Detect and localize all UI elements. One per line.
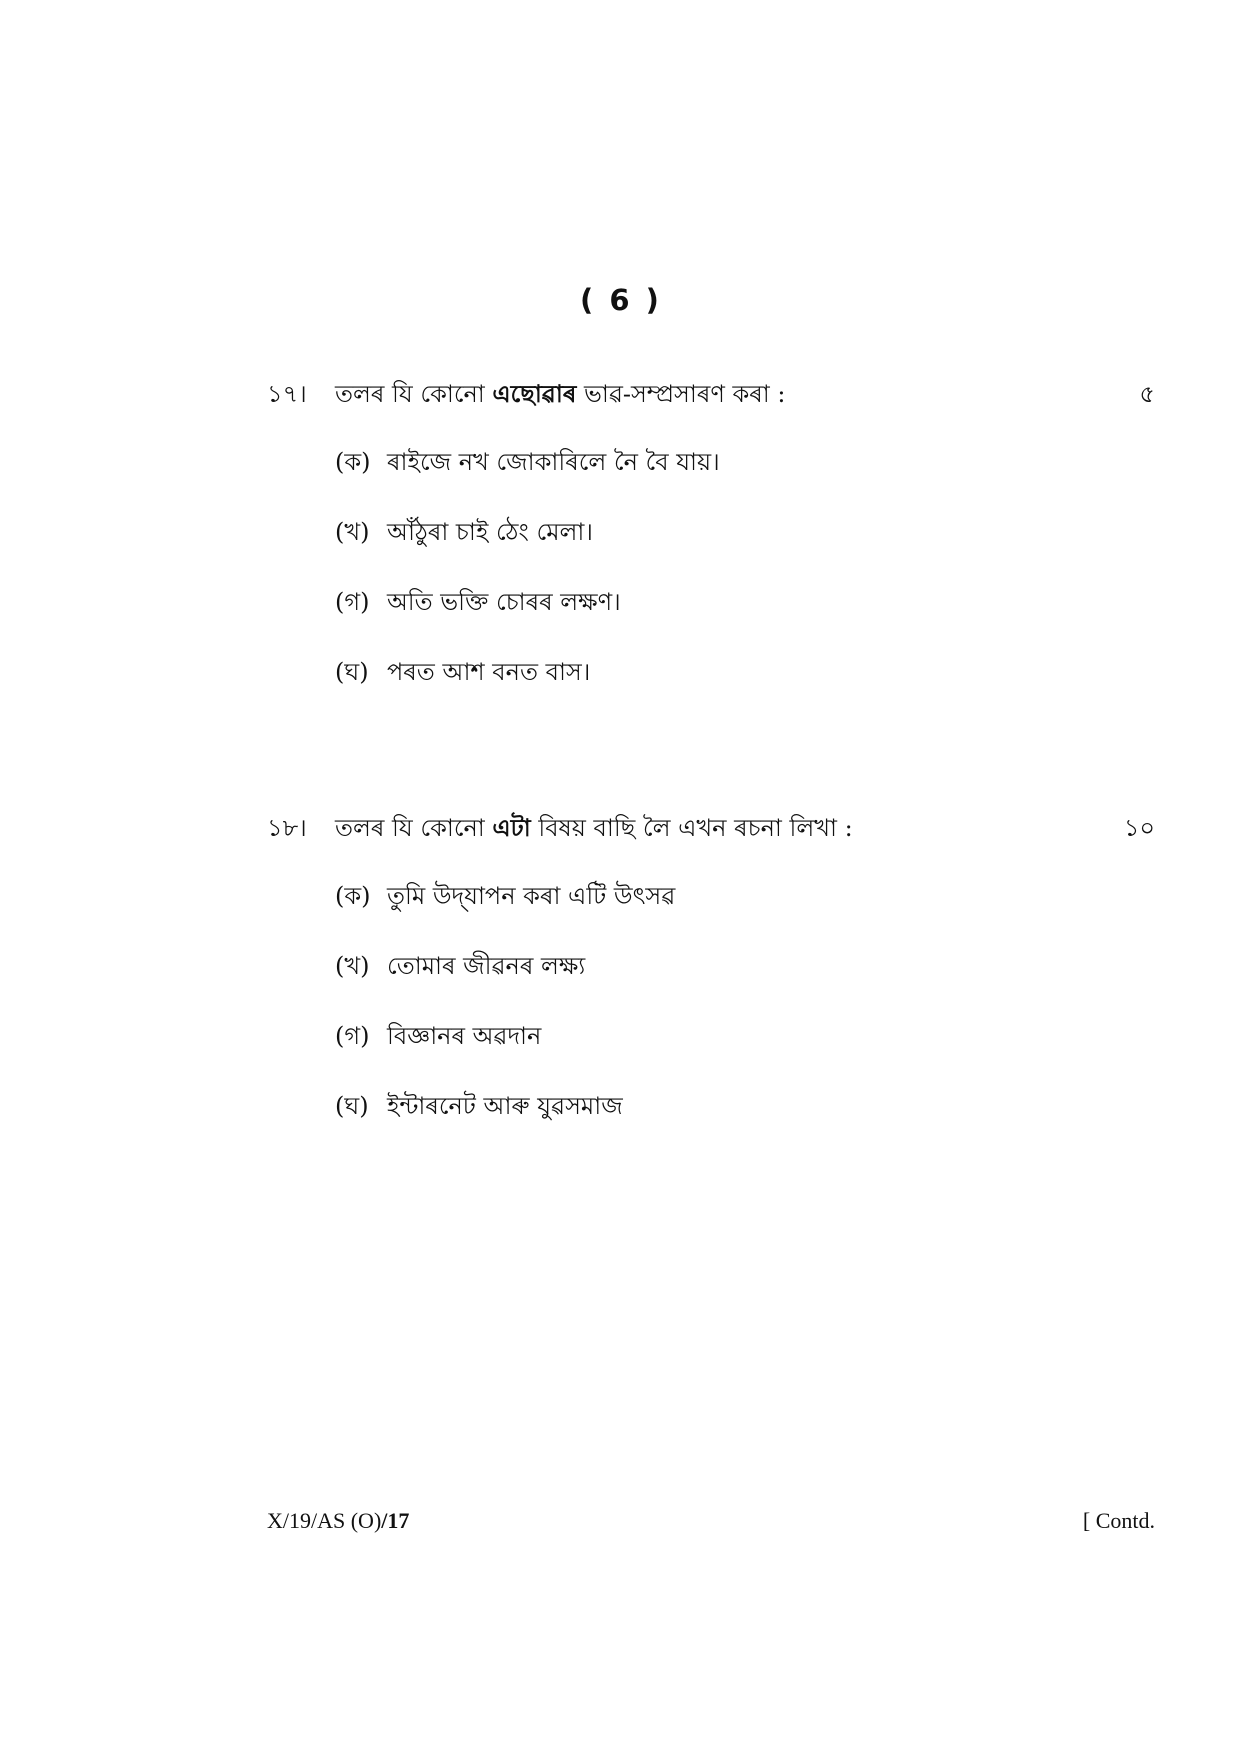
instruction-suffix: বিষয় বাছি লৈ এখন ৰচনা লিখা :: [530, 814, 853, 842]
option-item: [335, 946, 585, 986]
question-instruction: [335, 374, 785, 414]
option-label: (ক): [335, 448, 371, 476]
option-text: অতি ভক্তি চোৰৰ লক্ষণ।: [387, 588, 621, 616]
instruction-prefix: তলৰ যি কোনো: [335, 814, 493, 842]
option-text: ইন্টাৰনেট আৰু যুৱসমাজ: [387, 1092, 623, 1120]
question-18: [267, 808, 1155, 1120]
option-label: (ঘ): [335, 1092, 369, 1120]
instruction-emphasis: এছোৱাৰ: [492, 379, 577, 408]
option-item: [335, 652, 590, 692]
question-header: [267, 808, 1155, 848]
question-header: [267, 374, 1155, 414]
option-label: (গ): [335, 1022, 370, 1050]
paper-code-number: /17: [381, 1508, 410, 1533]
option-text: তোমাৰ জীৱনৰ লক্ষ্য: [387, 952, 586, 980]
option-item: [335, 1016, 541, 1056]
instruction-prefix: তলৰ যি কোনো: [335, 380, 493, 408]
question-17: [267, 374, 1155, 686]
option-label: (খ): [335, 518, 370, 546]
instruction-emphasis: এটা: [492, 813, 531, 842]
option-item: [335, 512, 593, 552]
paper-code: [267, 1505, 409, 1537]
option-label: (ঘ): [335, 658, 369, 686]
option-label: (গ): [335, 588, 370, 616]
continued-label: [ Contd.: [1082, 1508, 1155, 1533]
option-item: [335, 442, 720, 482]
instruction-suffix: ভাৱ-সম্প্ৰসাৰণ কৰা :: [576, 380, 786, 408]
option-text: তুমি উদ্‌যাপন কৰা এটি উৎসৱ: [387, 882, 676, 910]
question-marks: ৫: [1139, 380, 1155, 408]
option-item: [335, 1086, 623, 1126]
option-text: ৰাইজে নখ জোকাৰিলে নৈ বৈ যায়।: [387, 448, 720, 476]
question-number: ১৮।: [267, 814, 307, 842]
option-item: [335, 582, 621, 622]
option-text: আঁঠুৰা চাই ঠেং মেলা।: [387, 518, 593, 546]
option-label: (ক): [335, 882, 371, 910]
question-number: ১৭।: [267, 380, 307, 408]
question-marks: ১০: [1123, 814, 1155, 842]
question-instruction: [335, 808, 853, 848]
option-text: পৰত আশ বনত বাস।: [387, 658, 591, 686]
paper-code-prefix: X/19/AS (O): [267, 1508, 382, 1533]
option-item: [335, 876, 675, 916]
page-number: ( 6 ): [580, 283, 662, 317]
option-text: বিজ্ঞানৰ অৱদান: [387, 1022, 542, 1050]
option-label: (খ): [335, 952, 370, 980]
